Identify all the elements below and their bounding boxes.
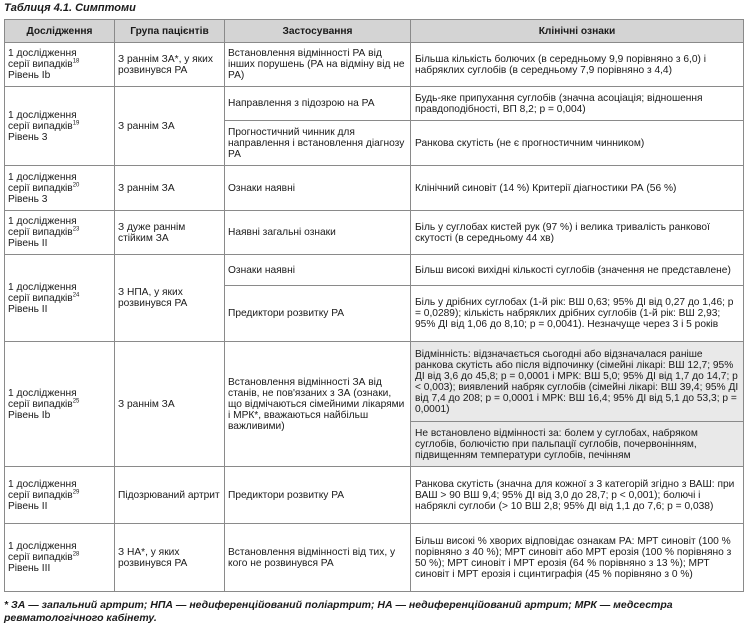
signs-cell: Ранкова скутість (не є прогностичним чинником) xyxy=(411,121,744,166)
signs-cell: Біль у суглобах кистей рук (97 %) і велика тривалість ранкової скутості (в середньому 44 хв) xyxy=(411,211,744,255)
use-cell: Встановлення відмінності від тих, у кого не розвинувся РА xyxy=(225,524,411,592)
group-cell: З дуже раннім стійким ЗА xyxy=(115,211,225,255)
table-title: Таблиця 4.1. Симптоми xyxy=(4,2,136,14)
study-cell: 1 дослідження серії випадків$^{19}$ Рівень 3 xyxy=(5,87,115,166)
study-cell: 1 дослідження серії випадків$^{28}$ Рівень III xyxy=(5,524,115,592)
signs-cell: Не встановлено відмінності за: болем у суглобах, набряком суглобів, болючістю при пальпації суглобів, почервонінням, підвищенням температури суглобів, печінням xyxy=(411,422,744,467)
study-cell: 1 дослідження серії випадків$^{24}$ Рівень II xyxy=(5,255,115,342)
group-cell: Підозрюваний артрит xyxy=(115,467,225,524)
use-cell: Направлення з підозрою на РА xyxy=(225,87,411,121)
group-cell: З раннім ЗА*, у яких розвинувся РА xyxy=(115,43,225,87)
footnote: * ЗА — запальний артрит; НПА — недиференційований поліартрит; НА — недиференційований артрит; МРК — медсестра ревматологічного кабінету. xyxy=(4,599,673,624)
study-cell: 1 дослідження серії випадків$^{20}$ Рівень 3 xyxy=(5,166,115,211)
signs-cell: Біль у дрібних суглобах (1-й рік: ВШ 0,63; 95% ДІ від 0,27 до 1,46; p = 0,0289); кількість набряклих дрібних суглобів (1-й рік: ВШ 2,93; 95% ДІ від 1,06 до 8,10; p = 0,0041). Незначуще через 3 і 5 років xyxy=(411,286,744,342)
header-study: Дослідження xyxy=(5,20,115,43)
group-cell: З НА*, у яких розвинувся РА xyxy=(115,524,225,592)
use-cell: Предиктори розвитку РА xyxy=(225,467,411,524)
study-cell: 1 дослідження серії випадків$^{18}$ Рівень Ib xyxy=(5,43,115,87)
group-cell: З раннім ЗА xyxy=(115,166,225,211)
group-cell: З НПА, у яких розвинувся РА xyxy=(115,255,225,342)
header-use: Застосування xyxy=(225,20,411,43)
group-cell: З раннім ЗА xyxy=(115,342,225,467)
signs-cell: Більша кількість болючих (в середньому 9,9 порівняно з 6,0) і набряклих суглобів (в середньому 7,9 порівняно з 4,4) xyxy=(411,43,744,87)
signs-cell: Ранкова скутість (значна для кожної з 3 категорій згідно з ВАШ: при ВАШ > 90 ВШ 9,4; 95% ДІ від 3,0 до 28,7; p < 0,001); болючі і набряклі суглоби (> 10 ВШ 2,8; 95% ДІ від 1,1 до 7,6; p = 0,038) xyxy=(411,467,744,524)
use-cell: Встановлення відмінності ЗА від станів, не пов'язаних з ЗА (ознаки, що відмічаються сімейними лікарями і МРК*, вважаються найбільш важливими) xyxy=(225,342,411,467)
table-row xyxy=(5,255,744,286)
signs-cell: Більш високі вихідні кількості суглобів (значення не представлене) xyxy=(411,255,744,286)
signs-cell: Відмінність: відзначається сьогодні або відзначалася раніше ранкова скутість або після відпочинку (сімейні лікарі: ВШ 12,7; 95% ДІ від 3,6 до 45,8; p = 0,0001 і МРК: ВШ 5,0; 95% ДІ від 1,7 до 14,7; p < 0,003); виявлений набряк суглобів (сімейні лікарі: ВШ 39,4; 95% ДІ від 7,4 до 208; p = 0,0001 і МРК: ВШ 16,4; 95% ДІ від 5,1 до 53,3; p = 0,0001) xyxy=(411,342,744,422)
symptoms-table xyxy=(4,19,744,592)
table-row xyxy=(5,342,744,422)
signs-cell: Більш високі % хворих відповідає ознакам РА: МРТ синовіт (100 % порівняно з 40 %); МРТ синовіт або МРТ ерозія (100 % порівняно з 50 %); МРТ синовіт і МРТ ерозія (64 % порівняно з 13 %); МРТ синовіт і МРТ ерозія і сцинтиграфія (45 % порівняно з 0 %) xyxy=(411,524,744,592)
table-row xyxy=(5,166,744,211)
table-row xyxy=(5,467,744,524)
signs-cell: Будь-яке припухання суглобів (значна асоціація; відношення правдоподібності, ВП 8,2; p = 0,004) xyxy=(411,87,744,121)
header-group: Група пацієнтів xyxy=(115,20,225,43)
use-cell: Встановлення відмінності РА від інших порушень (РА на відміну від не РА) xyxy=(225,43,411,87)
header-signs: Клінічні ознаки xyxy=(411,20,744,43)
study-cell: 1 дослідження серії випадків$^{25}$ Рівень Ib xyxy=(5,342,115,467)
table-row xyxy=(5,87,744,121)
study-cell: 1 дослідження серії випадків$^{23}$ Рівень II xyxy=(5,211,115,255)
study-cell: 1 дослідження серії випадків$^{29}$ Рівень II xyxy=(5,467,115,524)
use-cell: Предиктори розвитку РА xyxy=(225,286,411,342)
table-header-row xyxy=(5,20,744,43)
table-row xyxy=(5,524,744,592)
signs-cell: Клінічний синовіт (14 %) Критерії діагностики РА (56 %) xyxy=(411,166,744,211)
table-row xyxy=(5,211,744,255)
use-cell: Ознаки наявні xyxy=(225,166,411,211)
group-cell: З раннім ЗА xyxy=(115,87,225,166)
use-cell: Ознаки наявні xyxy=(225,255,411,286)
use-cell: Наявні загальні ознаки xyxy=(225,211,411,255)
table-row xyxy=(5,43,744,87)
use-cell: Прогностичний чинник для направлення і встановлення діагнозу РА xyxy=(225,121,411,166)
